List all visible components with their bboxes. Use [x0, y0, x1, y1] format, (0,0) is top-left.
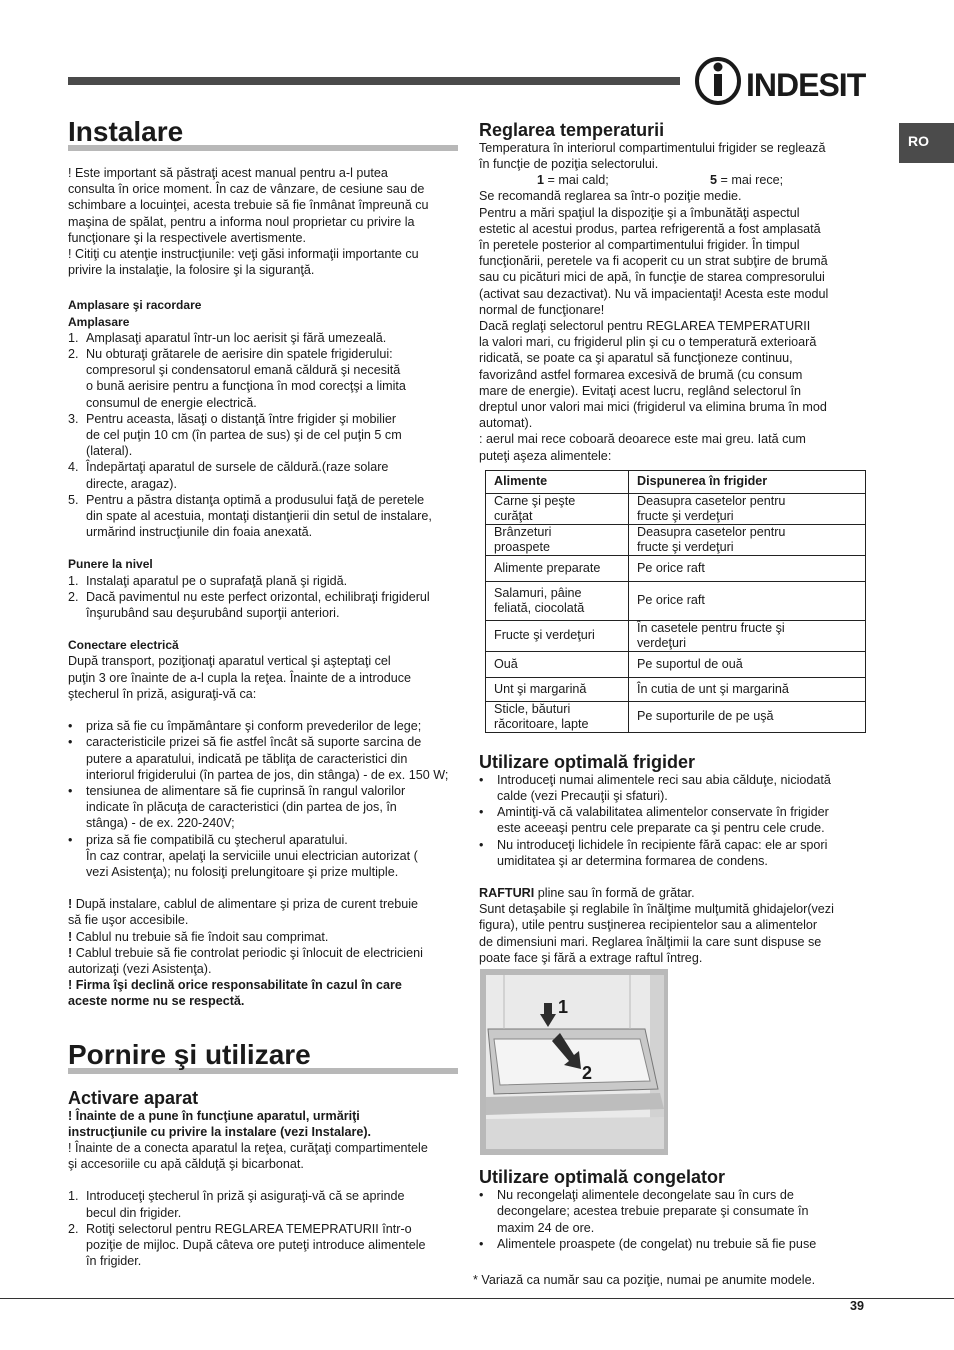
activation-heading: Activare aparat	[68, 1087, 199, 1108]
list-item-text: în frigider.	[86, 1254, 142, 1269]
warning-mark: !	[68, 929, 73, 944]
placement-cell	[629, 651, 866, 677]
list-item-text: (lateral).	[86, 444, 133, 459]
table-row	[486, 677, 866, 701]
scale-min-value: 1	[537, 173, 545, 188]
page-number: 39	[850, 1299, 865, 1313]
bullet-text: vezi Asistenţa); nu folosiţi prelungitoare şi prize multiple.	[86, 864, 399, 879]
list-number: 2.	[68, 589, 79, 604]
temperature-text-line: mare de energie). Evitaţi acest lucru, reglând selectorul în	[479, 383, 802, 398]
figure-label-1: 1	[558, 997, 569, 1018]
figure-label-2: 2	[582, 1063, 593, 1084]
shelves-text-line: figura), utile pentru susţinerea recipientelor sau a alimentelor	[479, 918, 818, 933]
cell-text: Pe orice raft	[637, 593, 705, 608]
scale-min-label: = mai cald;	[544, 173, 609, 188]
disclaimer-line: ! Firma îşi declină orice responsabilitate în cazul în care	[68, 978, 402, 993]
bullet-icon: •	[479, 1236, 484, 1251]
list-item	[68, 346, 458, 411]
cell-text: proaspete	[494, 539, 551, 554]
logo-wordmark: INDESIT	[746, 67, 866, 103]
disclaimer-line: aceste norme nu se respectă.	[68, 994, 245, 1009]
table-row	[486, 555, 866, 581]
list-item-text: din spate al acestuia, montaţi distanţierii din setul de instalare,	[86, 509, 432, 524]
freezer-tips-list	[479, 1187, 871, 1252]
cell-text: Ouă	[494, 656, 518, 671]
bullet-text: În caz contrar, apelaţi la serviciile unui electrician autorizat (	[86, 848, 418, 863]
placement-subheading: Amplasare	[68, 314, 130, 329]
left-column	[68, 116, 458, 1269]
bullet-text: este aceeaşi pentru cele preparate ca şi pentru cele crude.	[497, 821, 825, 836]
temperature-scale	[479, 172, 871, 188]
logo-mark-icon	[694, 56, 870, 106]
cell-text: Alimente preparate	[494, 560, 601, 575]
footnote: * Variază ca număr sau ca poziţie, numai pe anumite modele.	[473, 1273, 816, 1287]
scale-max-label: = mai rece;	[717, 173, 784, 188]
list-item-text: Îndepărtaţi aparatul de sursele de căldură.(raze solare	[86, 460, 389, 475]
table-row	[486, 651, 866, 677]
list-item	[68, 459, 458, 491]
warning-mark: !	[68, 897, 73, 912]
warning-line	[68, 929, 458, 945]
shelves-text-line: de dimensiuni mari. Reglarea înălţimii la care sunt dispuse se	[479, 934, 822, 949]
bullet-text: Alimentele proaspete (de congelat) nu trebuie să fie puse	[497, 1236, 817, 1251]
placement-cell	[629, 620, 866, 651]
list-item	[68, 1188, 458, 1220]
electrical-intro-line: puţin 3 ore înainte de a-l cupla la reţea. Înainte de a introduce	[68, 670, 412, 685]
placement-cell	[629, 701, 866, 732]
activation-steps	[68, 1188, 458, 1269]
bullet-item	[479, 837, 871, 869]
placement-heading: Amplasare şi racordare	[68, 298, 202, 313]
table-row	[486, 581, 866, 620]
list-item	[68, 330, 458, 346]
install-intro	[68, 165, 458, 278]
bullet-text: stânga) - de ex. 220-240V;	[86, 816, 235, 831]
bullet-text: indicate în plăcuţa de caracteristici (din partea de jos, în	[86, 800, 397, 815]
header-bar	[68, 77, 680, 85]
temperature-text-line: Se recomandă reglarea sa într-o poziţie medie.	[479, 189, 742, 204]
shelves-label: RAFTURI	[479, 886, 535, 901]
electrical-heading: Conectare electrică	[68, 638, 179, 653]
cell-text: Deasupra casetelor pentru	[637, 524, 786, 539]
cell-text: Salamuri, pâine	[494, 585, 582, 600]
placement-cell	[629, 677, 866, 701]
table-row	[486, 524, 866, 555]
bullet-icon: •	[68, 832, 73, 847]
footer-rule	[0, 1298, 954, 1299]
fridge-tips-list	[479, 772, 871, 869]
fridge-use-section	[479, 772, 871, 966]
shelves-type: pline sau în formă de grătar.	[534, 886, 695, 901]
food-cell	[486, 524, 629, 555]
food-cell	[486, 677, 629, 701]
list-item-text: Nu obturaţi grătarele de aerisire din spatele frigiderului:	[86, 347, 393, 362]
temperature-heading: Reglarea temperaturii	[479, 120, 665, 140]
fridge-use-heading: Utilizare optimală frigider	[479, 751, 696, 772]
temperature-text-line: estetic al acestui produs, partea refrigerentă a fost amplasată	[479, 221, 821, 236]
activation-text-line: şi accesoriile cu apă călduţă şi bicarbonat.	[68, 1157, 304, 1172]
intro-line: ! Este important să păstraţi acest manual pentru a-l putea	[68, 166, 388, 180]
list-number: 1.	[68, 1189, 79, 1204]
placement-cell	[629, 581, 866, 620]
intro-line: privire la instalaţie, la folosire şi la siguranţă.	[68, 263, 315, 278]
list-number: 2.	[68, 1221, 79, 1236]
placement-section	[68, 297, 458, 540]
temperature-text-line: puteţi aşeza alimentele:	[479, 448, 612, 463]
shelves-text-line: poate face şi fără a extrage raftul întreg.	[479, 950, 703, 965]
table-row	[486, 493, 866, 524]
list-item	[68, 1221, 458, 1270]
bullet-item	[479, 1187, 871, 1236]
table-header-food: Alimente	[486, 470, 629, 493]
cell-text: Brânzeturi	[494, 524, 552, 539]
bullet-icon: •	[68, 719, 73, 734]
list-item-text: de cel puţin 10 cm (în partea de sus) şi de cel puţin 5 cm	[86, 428, 402, 443]
table-header-placement: Dispunerea în frigider	[629, 470, 866, 493]
list-item	[68, 573, 458, 589]
list-item-text: urmărind instrucţiunile din foaia anexată.	[86, 525, 313, 540]
food-cell	[486, 581, 629, 620]
list-item	[68, 589, 458, 621]
warning-line	[68, 896, 458, 912]
intro-line: ! Citiţi cu atenţie instrucţiunile: veţi găsi informaţii importante cu	[68, 247, 419, 262]
bullet-text: caracteristicile prizei să fie astfel încât să suporte sarcina de	[86, 735, 422, 750]
list-number: 4.	[68, 460, 79, 475]
warning-mark: !	[68, 945, 73, 960]
cell-text: curăţat	[494, 508, 533, 523]
bullet-text: calde (vezi Precauţii şi sfaturi).	[497, 789, 668, 804]
cell-text: Deasupra casetelor pentru	[637, 493, 786, 508]
shelves-text	[479, 885, 871, 901]
warning-text: autorizaţi (vezi Asistenţa).	[68, 961, 212, 976]
language-tab: RO	[899, 123, 954, 163]
cell-text: Unt şi margarină	[494, 681, 587, 696]
list-item-text: înşurubând sau deşurubând suporţii anteriori.	[86, 606, 340, 621]
list-item-text: becul din frigider.	[86, 1205, 182, 1220]
temperature-text-line: Pentru a mări spaţiul la dispoziţie şi a îmbunătăţi aspectul	[479, 205, 800, 220]
placement-cell	[629, 493, 866, 524]
cell-text: verdeţuri	[637, 635, 686, 650]
temperature-text-line: dreptul unor valori mai mici (frigiderul va elimina bruma în mod	[479, 400, 827, 415]
temperature-text-line: în peretele posterior al compartimentului frigider. În timpul	[479, 238, 800, 253]
bullet-item	[479, 804, 871, 836]
bullet-text: maxim 24 de ore.	[497, 1220, 595, 1235]
bullet-text: Introduceţi numai alimentele reci sau abia călduţe, niciodată	[497, 772, 831, 787]
temperature-text-line: la valori mari, cu frigiderul plin şi cu o temperatură exterioară	[479, 335, 817, 350]
section-title-installation: Instalare	[68, 116, 184, 147]
list-item-text: Pentru a păstra distanţa optimă a produsului faţă de peretele	[86, 492, 425, 507]
activation-section	[68, 1108, 458, 1270]
list-item-text: poziţie de mijloc. După câteva ore puteţi introduce alimentele	[86, 1237, 426, 1252]
list-item	[68, 492, 458, 541]
cell-text: Pe orice raft	[637, 560, 705, 575]
intro-line: consulta în orice moment. În caz de vânzare, de cesiune sau de	[68, 182, 425, 197]
list-item-text: Instalaţi aparatul pe o suprafaţă plană şi rigidă.	[86, 573, 348, 588]
placement-cell	[629, 524, 866, 555]
bullet-text: Nu introduceţi lichidele în recipiente fără capac: ele ar spori	[497, 837, 828, 852]
shelf-figure	[480, 969, 668, 1155]
temperature-text-line: ridicată, se poate ca şi aparatul să funcţioneze continuu,	[479, 351, 793, 366]
activation-text-line: ! Înainte de a conecta aparatul la reţea, curăţaţi compartimentele	[68, 1140, 428, 1155]
leveling-section	[68, 556, 458, 621]
bullet-text: umiditatea şi ar determina formarea de condens.	[497, 853, 768, 868]
list-item-text: Introduceţi ştecherul în priză şi asiguraţi-vă că se aprinde	[86, 1189, 405, 1204]
list-number: 1.	[68, 330, 79, 345]
cell-text: fructe şi verdeţuri	[637, 508, 734, 523]
bullet-icon: •	[479, 805, 484, 820]
cell-text: Sticle, băuturi	[494, 701, 571, 716]
warning-text: Cablul trebuie să fie controlat periodic şi înlocuit de electricieni	[72, 945, 423, 960]
activation-warning-line: ! Înainte de a pune în funcţiune aparatul, urmăriţi	[68, 1108, 360, 1123]
bullet-item	[479, 772, 871, 804]
cell-text: răcoritoare, lapte	[494, 716, 589, 731]
disclaimer	[68, 977, 458, 1009]
warning-line	[68, 961, 458, 977]
indesit-logo	[694, 56, 870, 106]
bullet-icon: •	[479, 1188, 484, 1203]
bullet-icon: •	[479, 772, 484, 787]
leveling-list	[68, 573, 458, 622]
bullet-icon: •	[68, 783, 73, 798]
list-item-text: compresorul şi condensatorul emană căldură şi necesită	[86, 363, 401, 378]
temperature-text-line: : aerul mai rece coboară deoarece este mai greu. Iată cum	[479, 432, 806, 447]
shelves-text-line: Sunt detaşabile şi reglabile în înălţime mulţumită ghidajelor(vezi	[479, 902, 834, 917]
shelf-adjust-illustration	[480, 969, 668, 1155]
bullet-item	[68, 734, 458, 783]
temperature-text-line: (activat sau dezactivat). Nu vă impacientaţi! Acesta este modul	[479, 286, 829, 301]
list-item-text: directe, aragaz).	[86, 476, 177, 491]
temperature-text-line: normal de funcţionare!	[479, 302, 605, 317]
electrical-section	[68, 637, 458, 880]
list-item-text: Rotiţi selectorul pentru REGLAREA TEMEPRATURII într-o	[86, 1221, 412, 1236]
temperature-text-line: Dacă reglaţi selectorul pentru REGLAREA TEMPERATURII	[479, 319, 811, 334]
bullet-text: tensiunea de alimentare să fie cuprinsă în rangul valorilor	[86, 783, 406, 798]
list-item-text: o bună aerisire pentru a funcţiona în mod corecţşi a limita	[86, 379, 406, 394]
warning-text: După instalare, cablul de alimentare şi priza de curent trebuie	[72, 897, 419, 912]
list-item-text: Amplasaţi aparatul într-un loc aerisit şi fără umezeală.	[86, 330, 387, 345]
activation-warning-line: instrucţiunile cu privire la instalare (vezi Instalare).	[68, 1124, 372, 1139]
bullet-text: decongelare; acestea trebuie preparate şi consumate în	[497, 1204, 809, 1219]
bullet-text: Amintiţi-vă că valabilitatea alimentelor conservate în frigider	[497, 805, 829, 820]
temperature-text-line: favorizând astfel formarea excesivă de brumă (cu consum	[479, 367, 803, 382]
electrical-checklist	[68, 718, 458, 880]
table-header-row	[486, 470, 866, 493]
warning-text: Cablul nu trebuie să fie îndoit sau comprimat.	[72, 929, 329, 944]
cell-text: feliată, ciocolată	[494, 600, 585, 615]
electrical-intro-line: După transport, poziţionaţi aparatul vertical şi aşteptaţi cel	[68, 654, 391, 669]
list-number: 1.	[68, 573, 79, 588]
leveling-heading: Punere la nivel	[68, 557, 153, 572]
cell-text: fructe şi verdeţuri	[637, 539, 734, 554]
list-item-text: consumul de energie electrică.	[86, 395, 257, 410]
list-item	[68, 411, 458, 460]
intro-line: funcţionare şi la respectivele avertismente.	[68, 230, 306, 245]
cell-text: În casetele pentru fructe şi	[637, 620, 785, 635]
bullet-item	[68, 718, 458, 734]
warning-line	[68, 945, 458, 961]
warnings-block	[68, 896, 458, 1009]
scale-max-value: 5	[710, 173, 718, 188]
temperature-text-line: automat).	[479, 416, 533, 431]
list-item-text: Dacă pavimentul nu este perfect orizontal, echilibraţi frigiderul	[86, 589, 430, 604]
food-cell	[486, 493, 629, 524]
intro-line: schimbare a locuinţei, acesta trebuie să fie înmânat împreună cu	[68, 198, 429, 213]
warning-text: să fie uşor accesibile.	[68, 913, 189, 928]
food-cell	[486, 701, 629, 732]
food-cell	[486, 555, 629, 581]
electrical-intro-line: ştecherul în priză, asiguraţi-vă ca:	[68, 686, 257, 701]
temperature-text-line: funcţionării, peretele va fi acoperit cu un strat subţire de brumă	[479, 254, 828, 269]
list-number: 2.	[68, 347, 79, 362]
bullet-text: priza să fie cu împământare şi conform prevederilor de lege;	[86, 719, 422, 734]
table-row	[486, 701, 866, 732]
cell-text: Pe suporturile de pe uşă	[637, 709, 774, 724]
cell-text: Carne şi peşte	[494, 493, 576, 508]
bullet-text: priza să fie compatibilă cu ştecherul aparatului.	[86, 832, 348, 847]
section-title-start-use: Pornire şi utilizare	[68, 1038, 311, 1070]
list-number: 5.	[68, 492, 79, 507]
bullet-icon: •	[479, 837, 484, 852]
cell-text: Fructe şi verdeţuri	[494, 628, 595, 643]
placement-cell	[629, 555, 866, 581]
warning-line	[68, 912, 458, 928]
bullet-item	[68, 783, 458, 832]
temperature-text-line: Temperatura în interiorul compartimentului frigider se reglează	[479, 141, 826, 155]
list-item-text: Pentru aceasta, lăsaţi o distanţă între frigider şi mobilier	[86, 411, 397, 426]
food-cell	[486, 620, 629, 651]
temperature-section	[479, 140, 871, 464]
cell-text: Pe suportul de ouă	[637, 656, 743, 671]
table-row	[486, 620, 866, 651]
temperature-text-line: în funcţie de poziţia selectorului.	[479, 157, 659, 172]
placement-list	[68, 330, 458, 541]
food-cell	[486, 651, 629, 677]
bullet-item	[479, 1236, 871, 1252]
cell-text: În cutia de unt şi margarină	[637, 681, 789, 696]
bullet-item	[68, 832, 458, 881]
bullet-text: putere a aparatului, indicată pe tăbliţa de caracteristici din	[86, 751, 408, 766]
freezer-use-section	[479, 1187, 871, 1252]
list-number: 3.	[68, 411, 79, 426]
right-column	[479, 120, 871, 1252]
electrical-intro	[68, 653, 458, 702]
temperature-text-line: sau cu picături mici de apă, în funcţie de starea compresorului	[479, 270, 825, 285]
freezer-use-heading: Utilizare optimală congelator	[479, 1167, 726, 1188]
bullet-text: interiorul frigiderului (în partea de jos, din stânga) - de ex. 150 W;	[86, 767, 449, 782]
food-placement-table	[485, 470, 866, 733]
bullet-text: Nu recongelaţi alimentele decongelate sau în curs de	[497, 1188, 794, 1203]
intro-line: maşina de spălat, pentru a informa noul proprietar cu privire la	[68, 214, 415, 229]
bullet-icon: •	[68, 735, 73, 750]
